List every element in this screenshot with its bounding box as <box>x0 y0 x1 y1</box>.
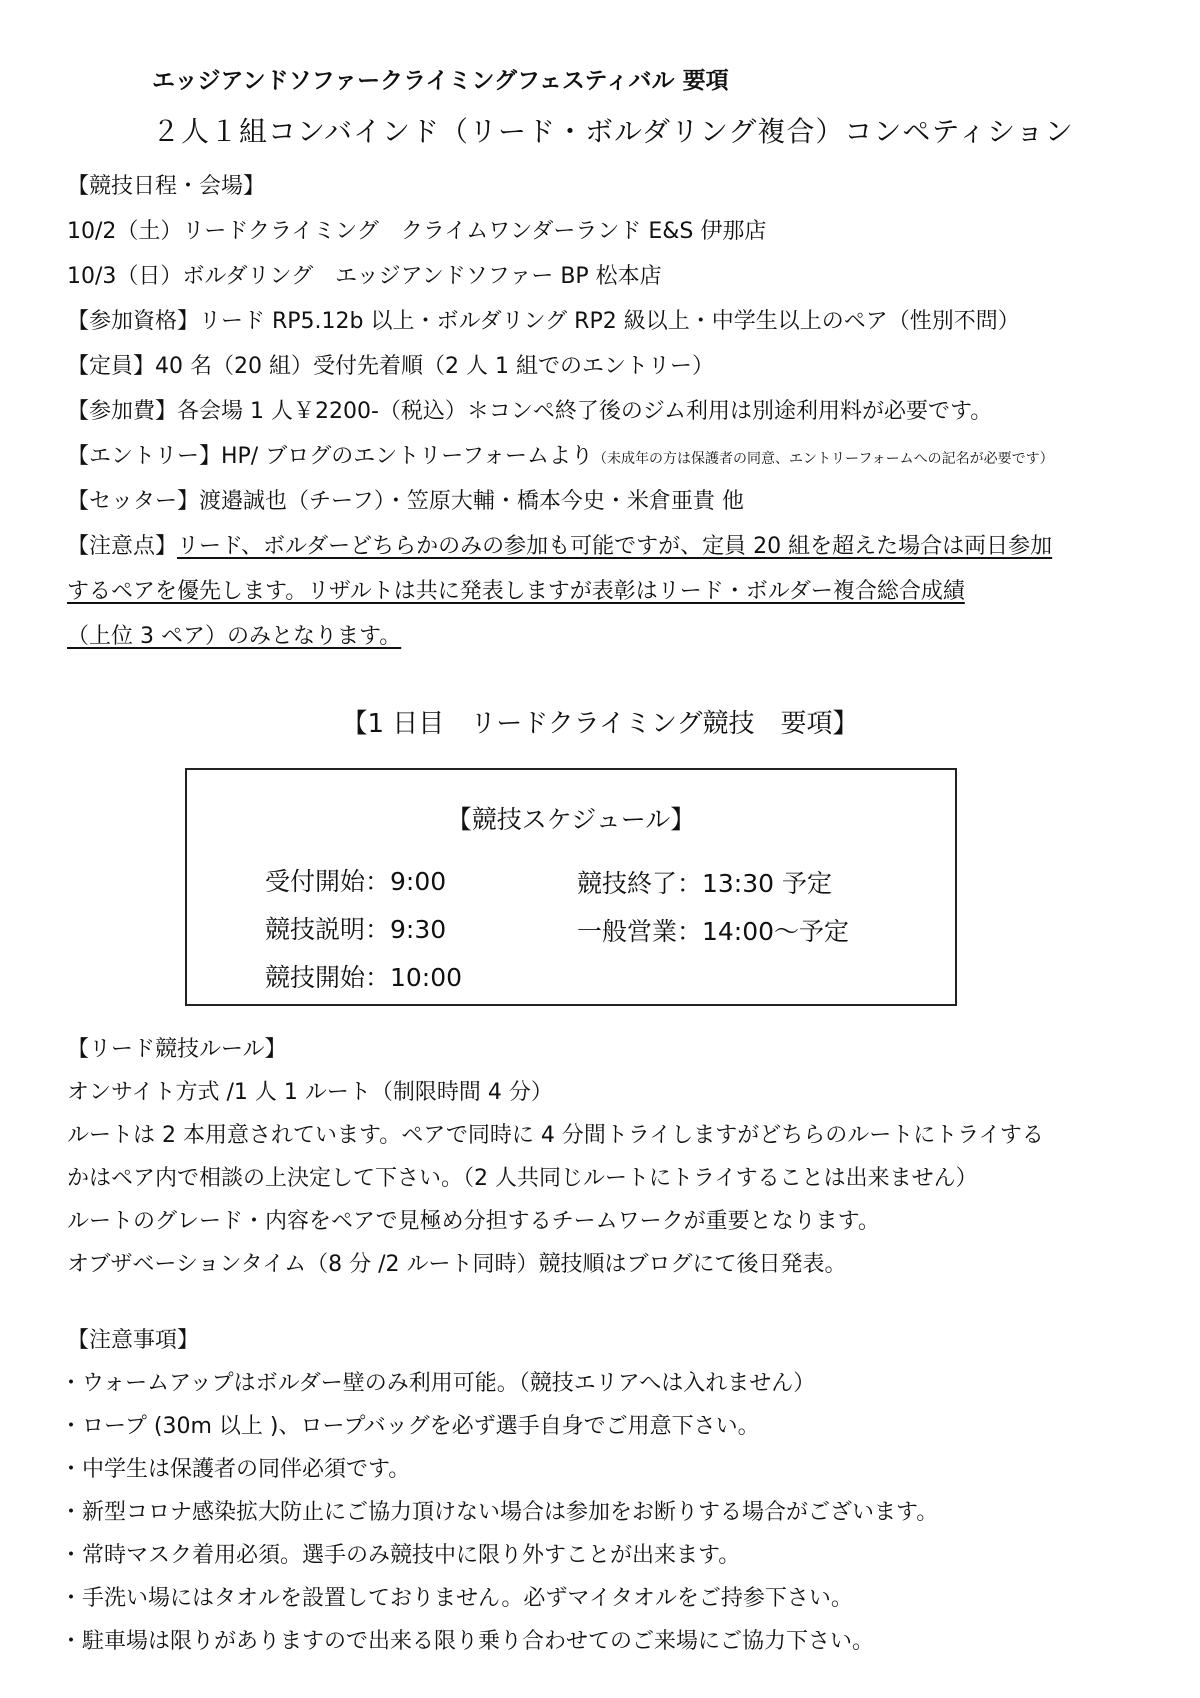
schedule-box-title: 【競技スケジュール】 <box>446 805 696 834</box>
setter: 【セッター】渡邉誠也（チーフ）・笠原大輔・橋本今史・米倉亜貴 他 <box>67 489 744 514</box>
rules-line-2: ルートは 2 本用意されています。ペアで同時に 4 分間トライしますがどちらのルートにトライする <box>67 1123 1044 1148</box>
rules-line-3: かはペア内で相談の上決定して下さい。（2 人共同じルートにトライすることは出来ません） <box>67 1166 978 1191</box>
rules-line-1: オンサイト方式 /1 人 1 ルート（制限時間 4 分） <box>67 1080 553 1105</box>
day1-heading: 【1 日目 リードクライミング競技 要項】 <box>341 709 859 739</box>
rules-line-4: ルートのグレード・内容をペアで見極め分担するチームワークが重要となります。 <box>67 1209 880 1234</box>
entry-note: （未成年の方は保護者の同意、エントリーフォームへの記名が必要です） <box>593 451 1054 467</box>
notice-line-1 <box>67 532 1052 562</box>
rules-line-5: オブザベーションタイム（8 分 /2 ルート同時）競技順はブログにて後日発表。 <box>67 1252 847 1277</box>
notes-heading: 【注意事項】 <box>67 1328 200 1353</box>
notice-text-1: リード、ボルダーどちらかのみの参加も可能ですが、定員 20 組を超えた場合は両日参加 <box>177 534 1053 559</box>
notes-item: ・新型コロナ感染拡大防止にご協力頂けない場合は参加をお断りする場合がございます。 <box>60 1500 939 1525</box>
notes-item: ・駐車場は限りがありますので出来る限り乗り合わせてのご来場にご協力下さい。 <box>60 1629 875 1654</box>
schedule-general: 一般営業：14:00～予定 <box>577 917 850 946</box>
schedule-box <box>185 768 957 1006</box>
entry <box>67 442 1054 474</box>
day1-venue: 10/2（土）リードクライミング クライムワンダーランド E&S 伊那店 <box>67 219 767 244</box>
capacity: 【定員】40 名（20 組）受付先着順（2 人 1 組でのエントリー） <box>67 354 714 379</box>
notes-item: ・手洗い場にはタオルを設置しておりません。必ずマイタオルをご持参下さい。 <box>60 1586 853 1611</box>
schedule-end: 競技終了：13:30 予定 <box>577 869 832 898</box>
document-subtitle: ２人１組コンバインド（リード・ボルダリング複合）コンペティション <box>152 115 1074 148</box>
schedule-briefing: 競技説明：9:30 <box>265 915 447 944</box>
notice-label: 【注意点】 <box>67 534 178 559</box>
schedule-start: 競技開始：10:00 <box>265 963 463 992</box>
notes-item: ・中学生は保護者の同伴必須です。 <box>60 1457 411 1482</box>
notes-item: ・常時マスク着用必須。選手のみ競技中に限り外すことが出来ます。 <box>60 1543 741 1568</box>
entry-main: 【エントリー】HP/ ブログのエントリーフォームより <box>67 444 594 469</box>
day2-venue: 10/3（日）ボルダリング エッジアンドソファー BP 松本店 <box>67 264 662 289</box>
fee: 【参加費】各会場 1 人￥2200-（税込）＊コンペ終了後のジム利用は別途利用料が必要です。 <box>67 399 993 424</box>
document-title: エッジアンドソファークライミングフェスティバル 要項 <box>152 68 729 94</box>
rules-heading: 【リード競技ルール】 <box>67 1037 287 1062</box>
notes-item: ・ウォームアップはボルダー壁のみ利用可能。（競技エリアへは入れません） <box>60 1371 816 1396</box>
notice-line-3: （上位 3 ペア）のみとなります。 <box>67 624 402 649</box>
notice-line-2: するペアを優先します。リザルトは共に発表しますが表彰はリード・ボルダー複合総合成績 <box>67 579 965 604</box>
schedule-heading: 【競技日程・会場】 <box>67 174 266 199</box>
schedule-reception: 受付開始：9:00 <box>265 867 447 896</box>
notes-item: ・ロープ (30m 以上 )、ロープバッグを必ず選手自身でご用意下さい。 <box>60 1414 760 1439</box>
eligibility: 【参加資格】リード RP5.12b 以上・ボルダリング RP2 級以上・中学生以上のペア（性別不問） <box>67 309 1020 334</box>
